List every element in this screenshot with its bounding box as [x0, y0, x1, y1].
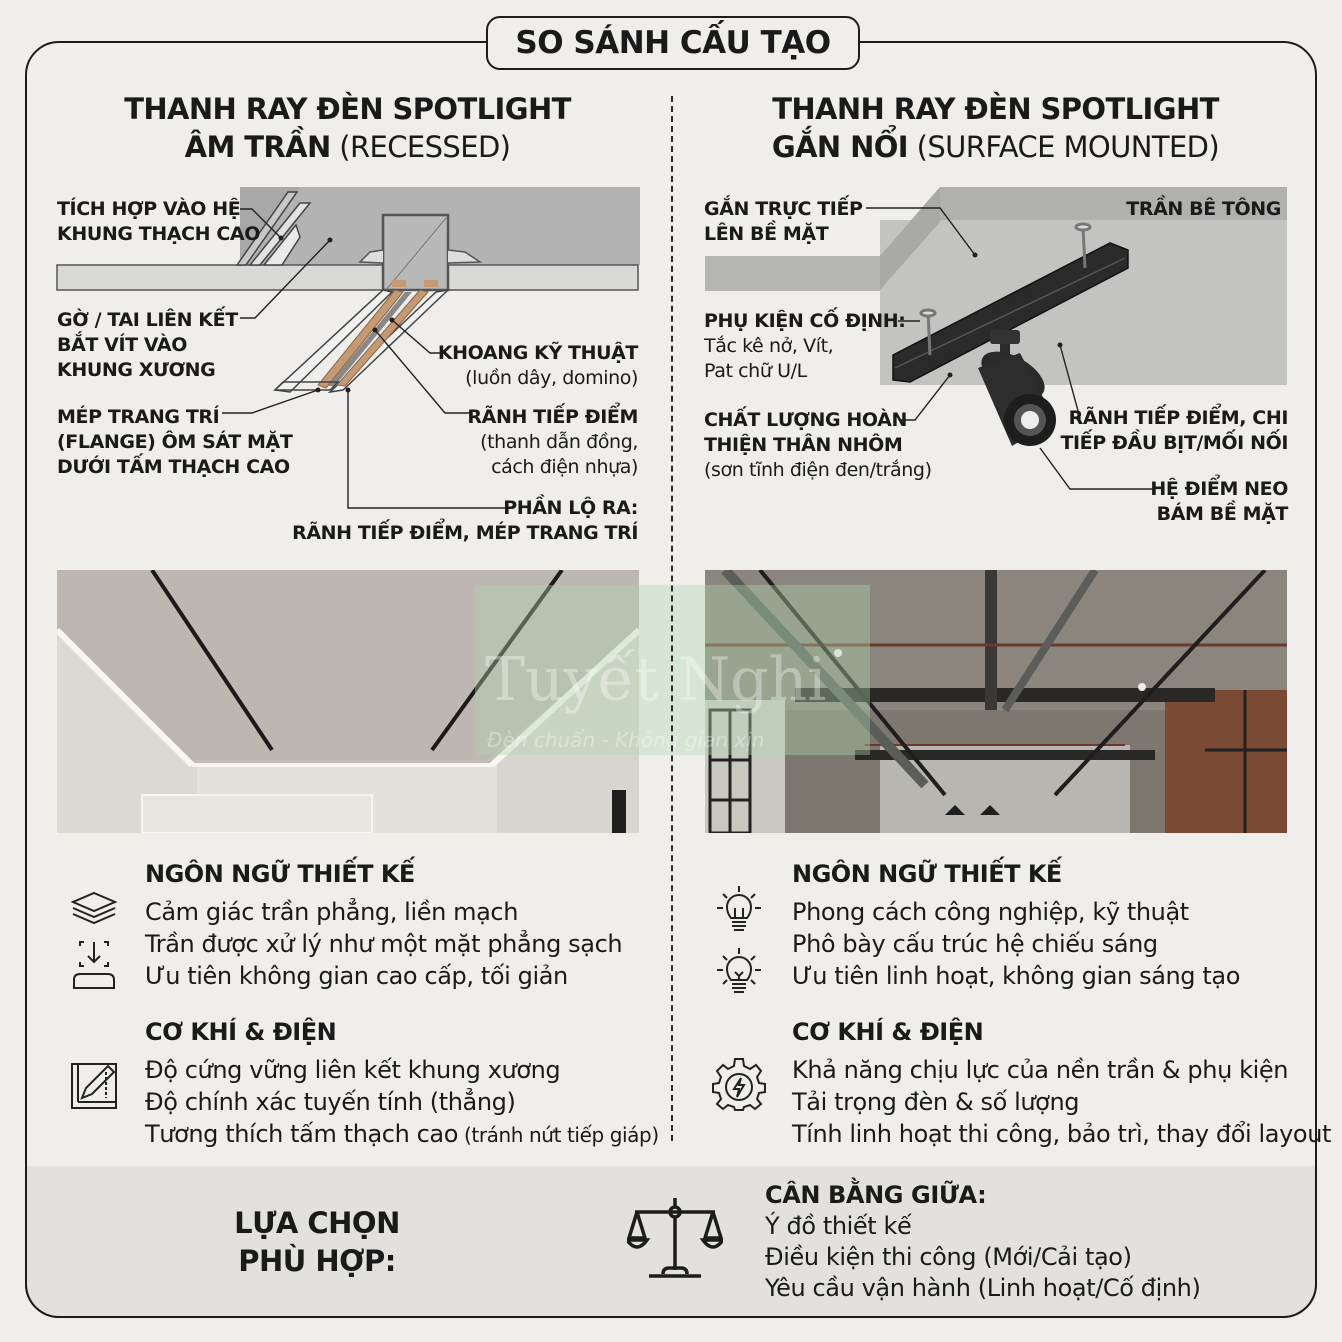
left-title-bold: ÂM TRẦN	[184, 130, 331, 164]
left-mech-heading: CƠ KHÍ & ĐIỆN	[145, 1018, 337, 1046]
label-anchor-points	[1150, 477, 1288, 527]
left-title-line1: THANH RAY ĐÈN SPOTLIGHT	[124, 92, 571, 126]
list-item: Khả năng chịu lực của nền trần & phụ kiện	[792, 1056, 1289, 1084]
label-line: GỜ / TAI LIÊN KẾT	[57, 309, 238, 331]
right-title-bold: GẮN NỔI	[771, 130, 909, 164]
label-line: RÃNH TIẾP ĐIỂM	[467, 406, 638, 428]
label-line: BẮT VÍT VÀO	[57, 334, 187, 356]
footer-choice-title	[217, 1204, 417, 1280]
label-sub: (thanh dẫn đồng,	[480, 431, 638, 453]
right-title-line1: THANH RAY ĐÈN SPOTLIGHT	[772, 92, 1219, 126]
label-line: TÍCH HỢP VÀO HỆ	[57, 198, 241, 220]
list-item: Phô bày cấu trúc hệ chiếu sáng	[792, 930, 1158, 958]
label-line: DƯỚI TẤM THẠCH CAO	[57, 456, 290, 478]
list-item: Điều kiện thi công (Mới/Cải tạo)	[765, 1243, 1132, 1271]
label-line: (FLANGE) ÔM SÁT MẶT	[57, 431, 293, 453]
footer-title-line: LỰA CHỌN	[234, 1206, 400, 1240]
layers-icon	[70, 890, 118, 926]
right-mech-heading: CƠ KHÍ & ĐIỆN	[792, 1018, 984, 1046]
recessed-room-photo	[57, 570, 639, 833]
label-line: MÉP TRANG TRÍ	[57, 406, 220, 428]
label-line: KHUNG THẠCH CAO	[57, 223, 260, 245]
install-down-icon	[70, 940, 118, 992]
page-title: SO SÁNH CẤU TẠO	[515, 25, 831, 61]
list-item: Độ cứng vững liên kết khung xương	[145, 1056, 561, 1084]
label-line: GẮN TRỰC TIẾP	[704, 198, 863, 220]
list-item: Tính linh hoạt thi công, bảo trì, thay đổi layout	[792, 1120, 1332, 1148]
list-item-note: (tránh nứt tiếp giáp)	[458, 1123, 659, 1147]
lightbulb-icon	[713, 884, 765, 936]
label-line: KHOANG KỸ THUẬT	[437, 342, 638, 364]
label-line: THIỆN THÂN NHÔM	[704, 434, 903, 456]
label-contact-endcap	[1060, 406, 1288, 456]
label-fixing-accessories	[704, 309, 905, 384]
gear-lightning-icon	[711, 1056, 767, 1112]
list-item	[145, 1118, 659, 1151]
right-title-light: (SURFACE MOUNTED)	[908, 130, 1220, 164]
list-item-text: Tương thích tấm thạch cao	[145, 1120, 459, 1148]
left-title-light: (RECESSED)	[330, 130, 511, 164]
label-sub: (sơn tĩnh điện đen/trắng)	[704, 459, 932, 481]
surface-room-photo	[705, 570, 1287, 833]
label-concrete-ceiling	[1126, 197, 1281, 222]
label-line: LÊN BỀ MẶT	[704, 223, 829, 245]
label-line: RÃNH TIẾP ĐIỂM, MÉP TRANG TRÍ	[292, 522, 638, 544]
label-line: KHUNG XƯƠNG	[57, 359, 216, 381]
footer-title-line: PHÙ HỢP:	[238, 1244, 396, 1278]
column-divider	[671, 96, 673, 1141]
label-line: TIẾP ĐẦU BỊT/MỐI NỐI	[1060, 432, 1288, 454]
label-sub: cách điện nhựa)	[491, 456, 638, 478]
list-item: Độ chính xác tuyến tính (thẳng)	[145, 1088, 516, 1116]
label-sub: Pat chữ U/L	[704, 360, 807, 382]
label-line: BÁM BỀ MẶT	[1156, 503, 1288, 525]
footer-balance-list	[765, 1180, 1200, 1304]
left-design-heading: NGÔN NGỮ THIẾT KẾ	[145, 860, 415, 888]
right-design-list	[792, 896, 1240, 992]
right-design-heading: NGÔN NGỮ THIẾT KẾ	[792, 860, 1062, 888]
list-item: Ưu tiên linh hoạt, không gian sáng tạo	[792, 962, 1240, 990]
label-line: TRẦN BÊ TÔNG	[1126, 198, 1281, 220]
watermark-slogan: Đèn chuẩn - Không gian xịn	[487, 728, 765, 752]
ruler-pencil-icon	[70, 1062, 118, 1110]
label-line: CHẤT LƯỢNG HOÀN	[704, 409, 907, 431]
label-line: HỆ ĐIỂM NEO	[1150, 478, 1288, 500]
label-line: PHẦN LỘ RA:	[503, 497, 638, 519]
list-item: Cảm giác trần phẳng, liền mạch	[145, 898, 519, 926]
left-design-list	[145, 896, 622, 992]
footer-panel	[25, 1166, 1317, 1318]
list-item: Ưu tiên không gian cao cấp, tối giản	[145, 962, 568, 990]
label-line: PHỤ KIỆN CỐ ĐỊNH:	[704, 310, 906, 332]
left-mech-list	[145, 1054, 659, 1151]
label-sub: (luồn dây, domino)	[465, 367, 638, 389]
lightbulb-idea-icon	[713, 946, 765, 998]
right-mech-list	[792, 1054, 1331, 1150]
label-direct-mount	[704, 197, 863, 247]
watermark-brand: Tuyết Nghi	[485, 645, 827, 715]
list-item: Ý đồ thiết kế	[765, 1212, 912, 1240]
list-item: Trần được xử lý như một mặt phẳng sạch	[145, 930, 623, 958]
list-item: Yêu cầu vận hành (Linh hoạt/Cố định)	[765, 1274, 1201, 1302]
list-item: Tải trọng đèn & số lượng	[792, 1088, 1080, 1116]
page-title-box	[486, 16, 860, 70]
list-item: Phong cách công nghiệp, kỹ thuật	[792, 898, 1189, 926]
label-sub: Tắc kê nở, Vít,	[704, 335, 834, 357]
footer-balance-heading: CÂN BẰNG GIỮA:	[765, 1181, 987, 1209]
label-line: RÃNH TIẾP ĐIỂM, CHI	[1068, 407, 1288, 429]
balance-scale-icon	[627, 1196, 723, 1286]
label-aluminum-finish	[704, 408, 932, 483]
